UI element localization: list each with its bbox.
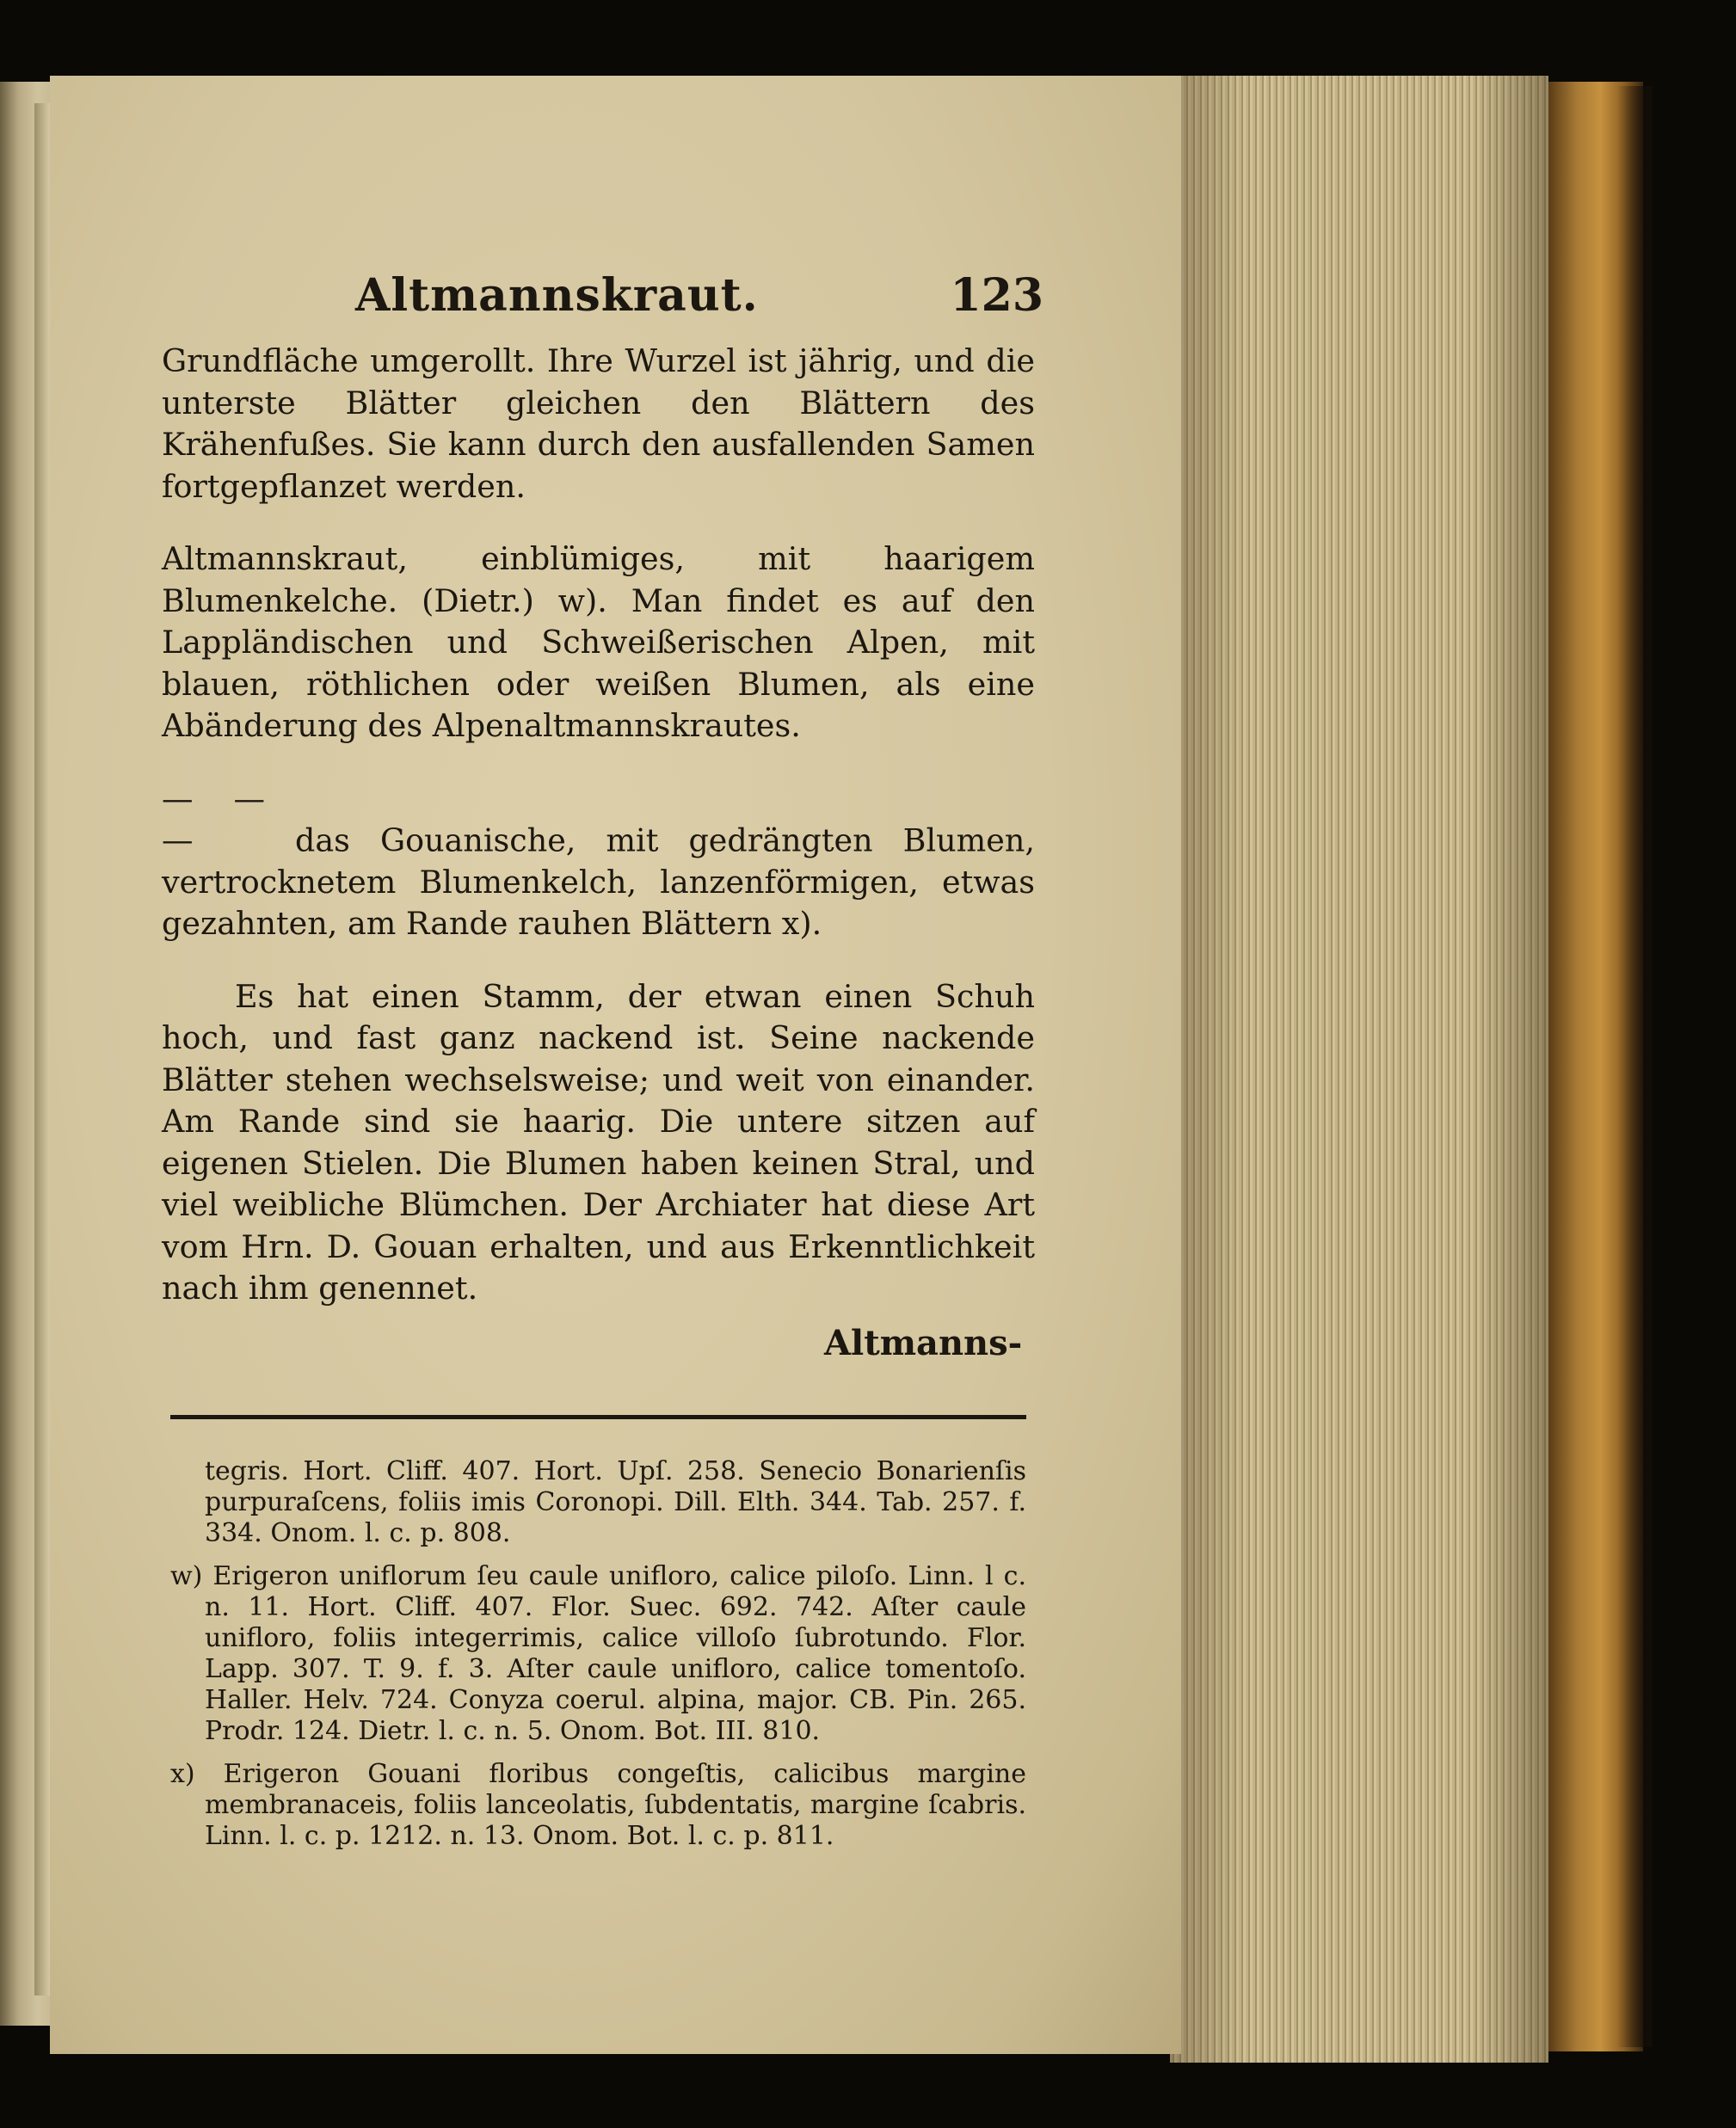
footnotes — [170, 1456, 1026, 1864]
left-page-edge — [34, 103, 50, 1996]
page-number: 123 — [950, 269, 1043, 322]
paragraph — [162, 778, 1035, 945]
footnote-rule — [170, 1415, 1026, 1419]
body-text — [162, 341, 1035, 1310]
paragraph: Es hat einen Stamm, der etwan einen Schuh hoch, und fast ganz nackend ist. Seine nackende Blätter stehen wechselsweise; und weit von einander. Am Rande sind sie haarig. Die untere sitzen auf eigenen Stielen. Die Blumen haben keinen Stral, und viel weibliche Blümchen. Der Archiater hat diese Art vom Hrn. D. Gouan erhalten, und aus Erkenntlichkeit nach ihm genennet. — [162, 977, 1035, 1307]
paragraph-text: das Gouanische, mit gedrängten Blumen, vertrocknetem Blumenkelch, lanzenförmigen, etwas gezahnten, am Rande rauhen Blättern x). — [162, 821, 1035, 942]
running-head-title: Altmannskraut. — [355, 269, 759, 322]
paragraph: Altmannskraut, einblümiges, mit haarigem Blumenkelche. (Dietr.) w). Man findet es auf den Lappländischen und Schweißerischen Alpen, mit blauen, röthlichen oder weißen Blumen, als eine Abänderung des Alpenaltmannskrautes. — [162, 540, 1035, 744]
footnote: w) Erigeron uniflorum ſeu caule unifloro, calice piloſo. Linn. l c. n. 11. Hort. Cliff. 407. Flor. Suec. 692. 742. Aſter caule unifloro, foliis integerrimis, calice villoſo ſubrotundo. Flor. Lapp. 307. T. 9. f. 3. Aſter caule unifloro, calice tomentoſo. Haller. Helv. 724. Conyza coerul. alpina, major. CB. Pin. 265. Prodr. 124. Dietr. l. c. n. 5. Onom. Bot. III. 810. — [170, 1561, 1026, 1746]
dash-lead: — — — — [162, 779, 265, 858]
footnote: x) Erigeron Gouani floribus congeſtis, calicibus margine membranaceis, foliis lanceolatis, ſubdentatis, margine ſcabris. Linn. l. c. p. 1212. n. 13. Onom. Bot. l. c. p. 811. — [170, 1759, 1026, 1851]
running-head — [355, 269, 1043, 329]
paragraph: Grundfläche umgerollt. Ihre Wurzel ist jährig, und die unterste Blätter gleichen den Blättern des Krähenfußes. Sie kann durch den ausfallenden Samen fortgepflanzet werden. — [162, 342, 1035, 505]
page-block-shadow — [1170, 76, 1548, 2063]
footnote: tegris. Hort. Cliff. 407. Hort. Upſ. 258. Senecio Bonarienſis purpuraſcens, foliis imis Coronopi. Dill. Elth. 344. Tab. 257. f. 334. Onom. l. c. p. 808. — [205, 1456, 1026, 1548]
cover-shadow — [1617, 86, 1652, 2047]
catchword: Altmanns- — [824, 1323, 1023, 1363]
book-page — [50, 76, 1181, 2054]
